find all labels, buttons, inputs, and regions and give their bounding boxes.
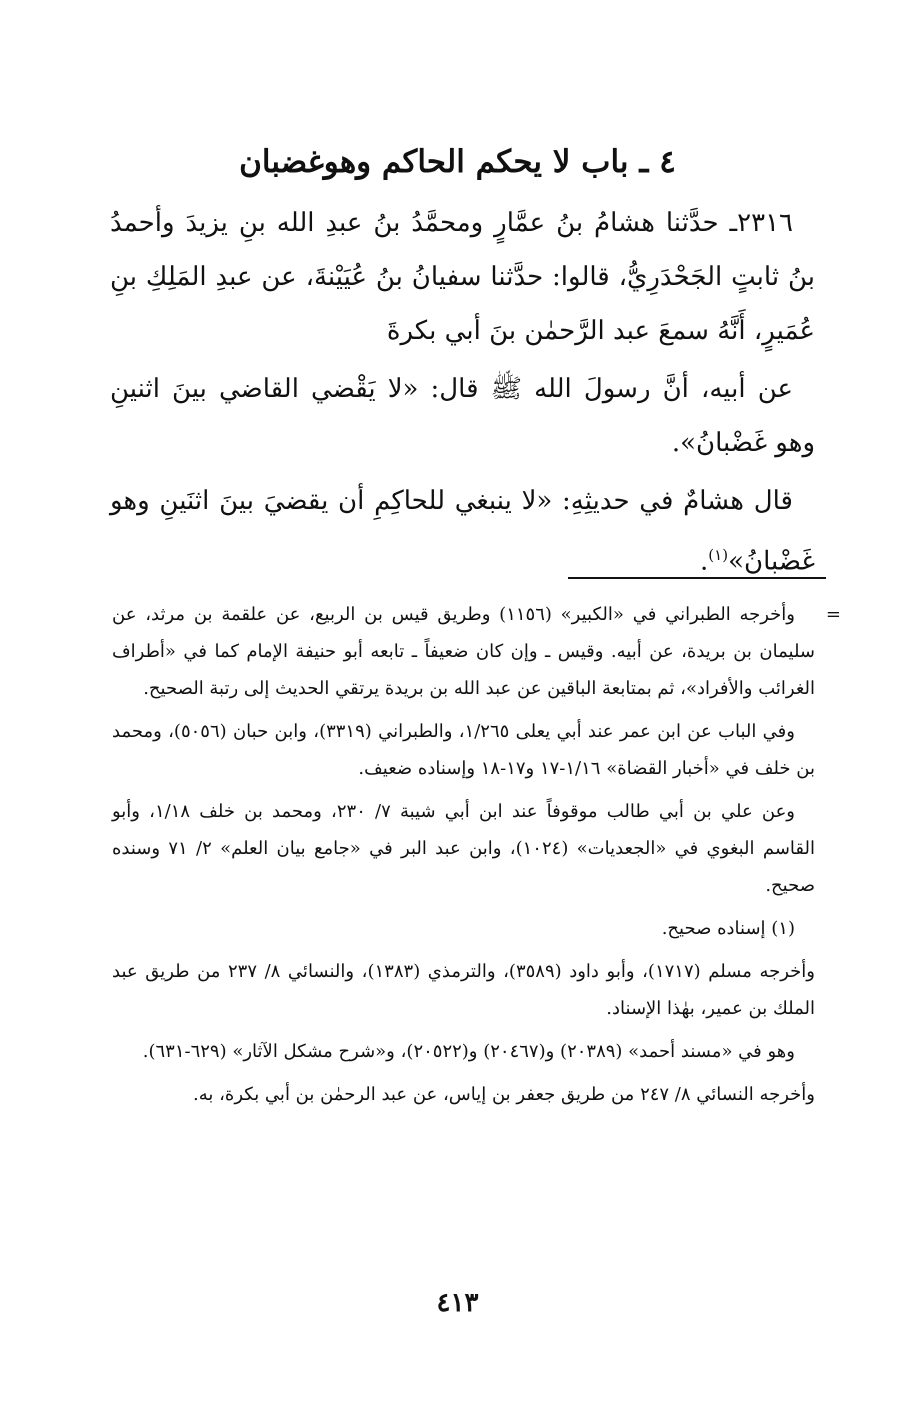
footnote-paragraph: وأخرجه الطبراني في «الكبير» (١١٥٦) وطريق قيس بن الربيع، عن علقمة بن مرثد، عن سليمان بن بريدة، عن أبيه. وقيس ـ وإن كان ضعيفاً ـ تابعه أبو حنيفة الإمام كما في «أطراف الغرائب والأفراد»، ثم بمتابعة الباقين عن عبد الله بن بريدة يرتقي الحديث إلى رتبة الصحيح. xyxy=(112,604,815,699)
footnote-paragraph: وهو في «مسند أحمد» (٢٠٣٨٩) و(٢٠٤٦٧) و(٢٠٥٢٢)، و«شرح مشكل الآثار» (٦٢٩-٦٣١). xyxy=(142,1041,795,1062)
footnote-divider xyxy=(568,577,826,579)
footnote-paragraph: (١) إسناده صحيح. xyxy=(661,918,795,939)
footnote-paragraph: وأخرجه مسلم (١٧١٧)، وأبو داود (٣٥٨٩)، والترمذي (١٣٨٣)، والنسائي ٨/ ٢٣٧ من طريق عبد الملك بن عمير، بهٰذا الإسناد. xyxy=(112,961,815,1019)
footnote-paragraph: وأخرجه النسائي ٨/ ٢٤٧ من طريق جعفر بن إياس، عن عبد الرحمٰن بن أبي بكرة، به. xyxy=(192,1084,815,1105)
footnote-paragraph: وفي الباب عن ابن عمر عند أبي يعلى ١/٢٦٥، والطبراني (٣٣١٩)، وابن حبان (٥٠٥٦)، ومحمد بن خلف في «أخبار القضاة» ١/١٦-١٧ و١٧-١٨ وإسناده ضعيف. xyxy=(112,721,815,779)
page-number: ٤١٣ xyxy=(436,1288,479,1318)
footnote-reference: (١) xyxy=(708,546,729,564)
hadith-isnad: ٢٣١٦ـ حدَّثنا هشامُ بنُ عمَّارٍ ومحمَّدُ بنُ عبدِ الله بنِ يزيدَ وأحمدُ بنُ ثابتٍ الجَحْدَرِيُّ، قالوا: حدَّثنا سفيانُ بنُ عُيَيْنةَ، عن عبدِ المَلِكِ بنِ عُمَيرٍ، أَنَّهُ سمعَ عبد الرَّحمٰن بنَ أبي بكرةَ xyxy=(110,208,815,346)
hadith-hisham-variant xyxy=(110,474,815,589)
footnotes xyxy=(112,596,815,1119)
chapter-title: ٤ ـ باب لا يحكم الحاكم وهوغضبان xyxy=(239,144,676,180)
continuation-mark: = xyxy=(825,604,841,625)
hisham-text: قال هشامٌ في حديثِهِ: «لا ينبغي للحاكِمِ أن يقضيَ بينَ اثنَينِ وهو غَضْبانُ» xyxy=(110,486,815,577)
hadith-matn: عن أبيه، أنَّ رسولَ الله ﷺ قال: «لا يَقْضي القاضي بينَ اثنينِ وهو غَضْبانُ». xyxy=(110,374,815,458)
hadith-text xyxy=(110,196,815,593)
footnote-paragraph: وعن علي بن أبي طالب موقوفاً عند ابن أبي شيبة ٧/ ٢٣٠، ومحمد بن خلف ١/١٨، وأبو القاسم البغوي في «الجعديات» (١٠٢٤)، وابن عبد البر في «جامع بيان العلم» ٢/ ٧١ وسنده صحيح. xyxy=(112,801,815,896)
end-mark: . xyxy=(700,546,709,577)
